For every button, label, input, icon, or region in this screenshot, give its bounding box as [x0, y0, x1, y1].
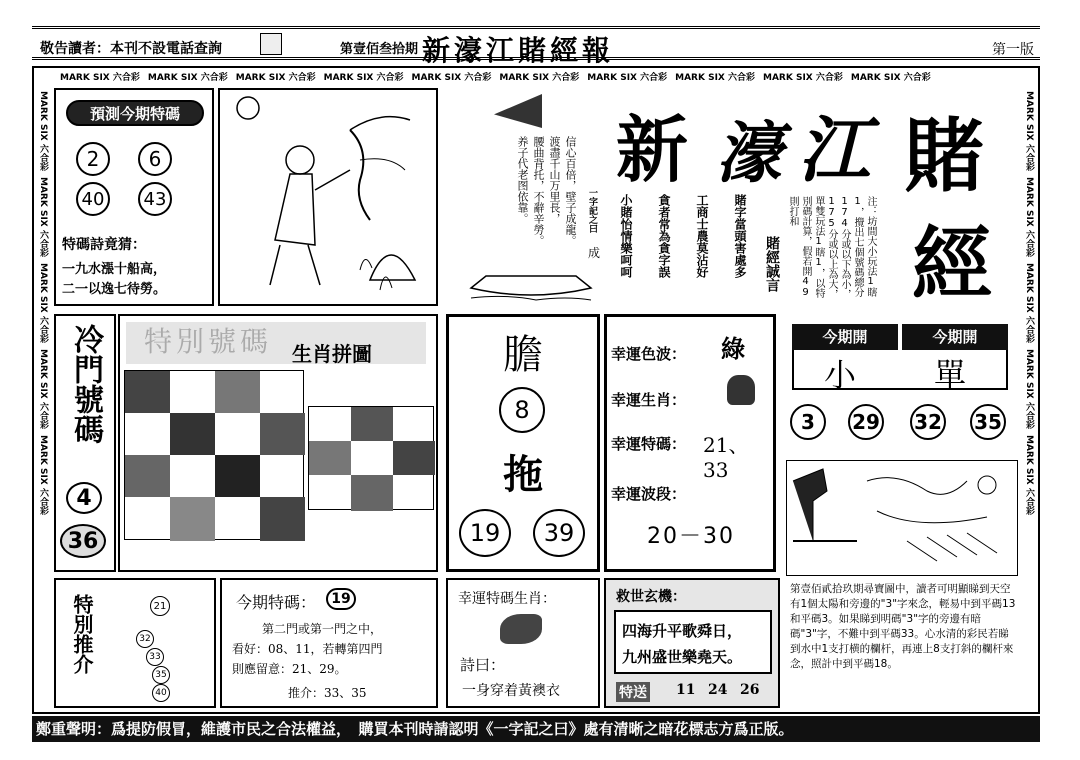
motto-title: 賭經誠言: [764, 236, 780, 292]
puzzle-panel: [118, 314, 438, 572]
rules-note: 注：坊間大小玩法1瞎1，攪出七個號碼總分174分或以下為小，175分或以上為大，單雙玩法1瞎1，以特別碼計算，假若開49則打和: [787, 196, 876, 299]
big-title-char: 江: [798, 107, 871, 192]
header-bar: [32, 26, 1040, 67]
top-border-strip: MARK SIX 六合彩 MARK SIX 六合彩 MARK SIX 六合彩 MARK SIX 六合彩 MARK SIX 六合彩 MARK SIX 六合彩 MARK SIX 六合彩 MARK SIX 六合彩 MARK SIX 六合彩 MARK SIX 六合彩: [60, 73, 931, 83]
special-code-panel: [220, 578, 438, 708]
book-icon: [260, 33, 282, 55]
lucky-range-label: 幸運波段：: [611, 485, 687, 503]
poem-line: 渡盡千山万里長，: [548, 136, 561, 224]
puzzle-title: 特別號碼: [126, 322, 426, 364]
sketch-image-old-man: [218, 88, 438, 306]
cold-title: 冷門號碼: [68, 324, 103, 444]
special-line: 則應留意：21、29。: [232, 662, 347, 676]
dan-ball: 8: [499, 387, 545, 433]
sketch-illustration: [220, 90, 436, 304]
zodiac-poem-panel: [446, 578, 600, 708]
poem-label: 詩曰：: [460, 656, 506, 674]
savior-number: 11: [676, 682, 696, 698]
masthead-title: 新濠江賭經報: [422, 34, 615, 67]
page-number: 第一版: [992, 42, 1034, 58]
lucky-special-value: 21、33: [703, 433, 749, 482]
lucky-panel: [604, 314, 776, 572]
recommend-ball: 21: [150, 596, 170, 616]
puzzle-grid-right: [308, 406, 434, 510]
savior-line: 九州盛世樂堯天。: [622, 648, 743, 666]
puzzle-subtitle: 生肖拼圖: [292, 342, 372, 366]
recommend-title: 特別推介: [70, 594, 94, 674]
predict-title: 預測今期特碼: [66, 100, 204, 126]
savior-gift-label: 特送: [616, 682, 650, 702]
treasure-story: 第壹佰貳拾玖期尋寶圖中，讀者可明顯睇到天空有1個太陽和旁邊的"3"字來念，輕易中到平碼13和平碼3。如果睇到明碼"3"字的旁邊有暗碼"3"字，不難中到平碼33。心水清的彩民若睇到水中1支打横的欄杆，再連上8支打斜的欄杆來念，照計中到平碼18。: [790, 583, 1016, 670]
savior-line: 四海升平歌舜日，: [622, 622, 743, 640]
open-size-value: 小: [824, 356, 857, 394]
open-label: 今期開: [792, 324, 898, 350]
dragon-icon: [500, 614, 542, 644]
lucky-color-value: 綠: [721, 334, 745, 363]
puzzle-grid-left: [124, 370, 304, 540]
lucky-color-label: 幸運色波：: [611, 345, 687, 363]
savior-number: 26: [740, 682, 760, 698]
flag-icon: [494, 94, 542, 128]
issue-number: 第壹佰叁拾期: [340, 42, 419, 57]
zodiac-title: 幸運特碼生肖：: [458, 591, 556, 607]
poem-word: 成: [588, 246, 601, 260]
recommend-ball: 33: [146, 648, 164, 666]
riddle-line: 一九水漲十船高，: [62, 262, 167, 277]
special-line: 看好：08、11，若轉第四門: [232, 642, 383, 656]
boat-sketch: [466, 268, 596, 304]
special-line: 第二門或第一門之中，: [262, 622, 383, 636]
predict-panel: [54, 88, 214, 306]
riddle-title: 特碼詩竟猜：: [62, 237, 146, 253]
tuo-label: 拖: [503, 451, 543, 498]
poem-line: 腰曲背托，不辭辛勞。: [532, 136, 545, 246]
open-label: 今期開: [902, 324, 1008, 350]
motto-line: 小賭怡情樂呵呵: [619, 194, 633, 278]
tuo-ball: 39: [533, 509, 585, 557]
special-title: 今期特碼：: [236, 593, 317, 612]
riddle-line: 二一以逸七待勞。: [62, 282, 167, 297]
recommend-ball: 35: [152, 666, 170, 684]
predict-ball: 43: [138, 182, 172, 216]
poem-line: 信心百倍，壁子成龍。: [564, 136, 577, 246]
open-parity-value: 單: [934, 356, 967, 394]
savior-number: 24: [708, 682, 728, 698]
motto-line: 賭字當頭害處多: [733, 194, 747, 278]
zodiac-poem-line: 一身穿着黃襖衣: [462, 683, 560, 699]
big-title-char: 賭: [904, 109, 984, 203]
cold-numbers-panel: [54, 314, 116, 572]
special-ball: 19: [326, 588, 356, 610]
recommend-ball: 40: [152, 684, 170, 702]
lucky-special-label: 幸運特碼：: [611, 435, 687, 453]
treasure-map-image: [786, 460, 1018, 576]
rabbit-icon: [727, 375, 755, 405]
open-ball: 3: [790, 404, 826, 440]
big-title-char: 經: [912, 217, 992, 311]
recommend-panel: [54, 578, 216, 708]
cold-ball: 36: [60, 524, 106, 558]
dan-label: 膽: [503, 332, 543, 378]
predict-ball: 40: [76, 182, 110, 216]
open-ball: 29: [848, 404, 884, 440]
savior-panel: [604, 578, 780, 708]
lucky-range-value: 20－30: [647, 524, 735, 549]
poem-line: 养子代老图依靠。: [516, 136, 529, 224]
open-ball: 35: [970, 404, 1006, 440]
open-ball: 32: [910, 404, 946, 440]
motto-line: 貪者常為貪字誤: [657, 194, 671, 278]
big-title-char: 新: [616, 107, 689, 192]
predict-ball: 2: [76, 142, 110, 176]
dan-tuo-panel: [446, 314, 600, 572]
lucky-zodiac-label: 幸運生肖：: [611, 391, 687, 409]
big-title-char: 濠: [716, 114, 782, 192]
cold-ball: 4: [66, 482, 102, 514]
notice-text: 敬告讀者：本刊不設電話查詢: [40, 41, 222, 57]
poem-panel: [446, 88, 606, 306]
motto-line: 工商士農莫沾好: [695, 194, 709, 278]
open-panel: [784, 318, 1016, 456]
recommend-ball: 32: [136, 630, 154, 648]
special-tail: 推介：33、35: [288, 686, 367, 700]
left-border-strip: MARK SIX 六合彩 MARK SIX 六合彩 MARK SIX 六合彩 MARK SIX 六合彩 MARK SIX 六合彩: [38, 91, 48, 515]
treasure-sketch: [787, 461, 1017, 575]
right-border-strip: MARK SIX 六合彩 MARK SIX 六合彩 MARK SIX 六合彩 MARK SIX 六合彩 MARK SIX 六合彩: [1024, 91, 1034, 515]
savior-title: 救世玄機：: [616, 589, 686, 605]
footer-statement: 鄭重聲明：爲提防假冒，維護市民之合法權益， 購買本刊時請認明《一字記之曰》處有清晰之暗花標志方爲正版。: [32, 716, 1040, 742]
poem-tag: 一字記之曰: [587, 188, 597, 233]
tuo-ball: 19: [459, 509, 511, 557]
predict-ball: 6: [138, 142, 172, 176]
